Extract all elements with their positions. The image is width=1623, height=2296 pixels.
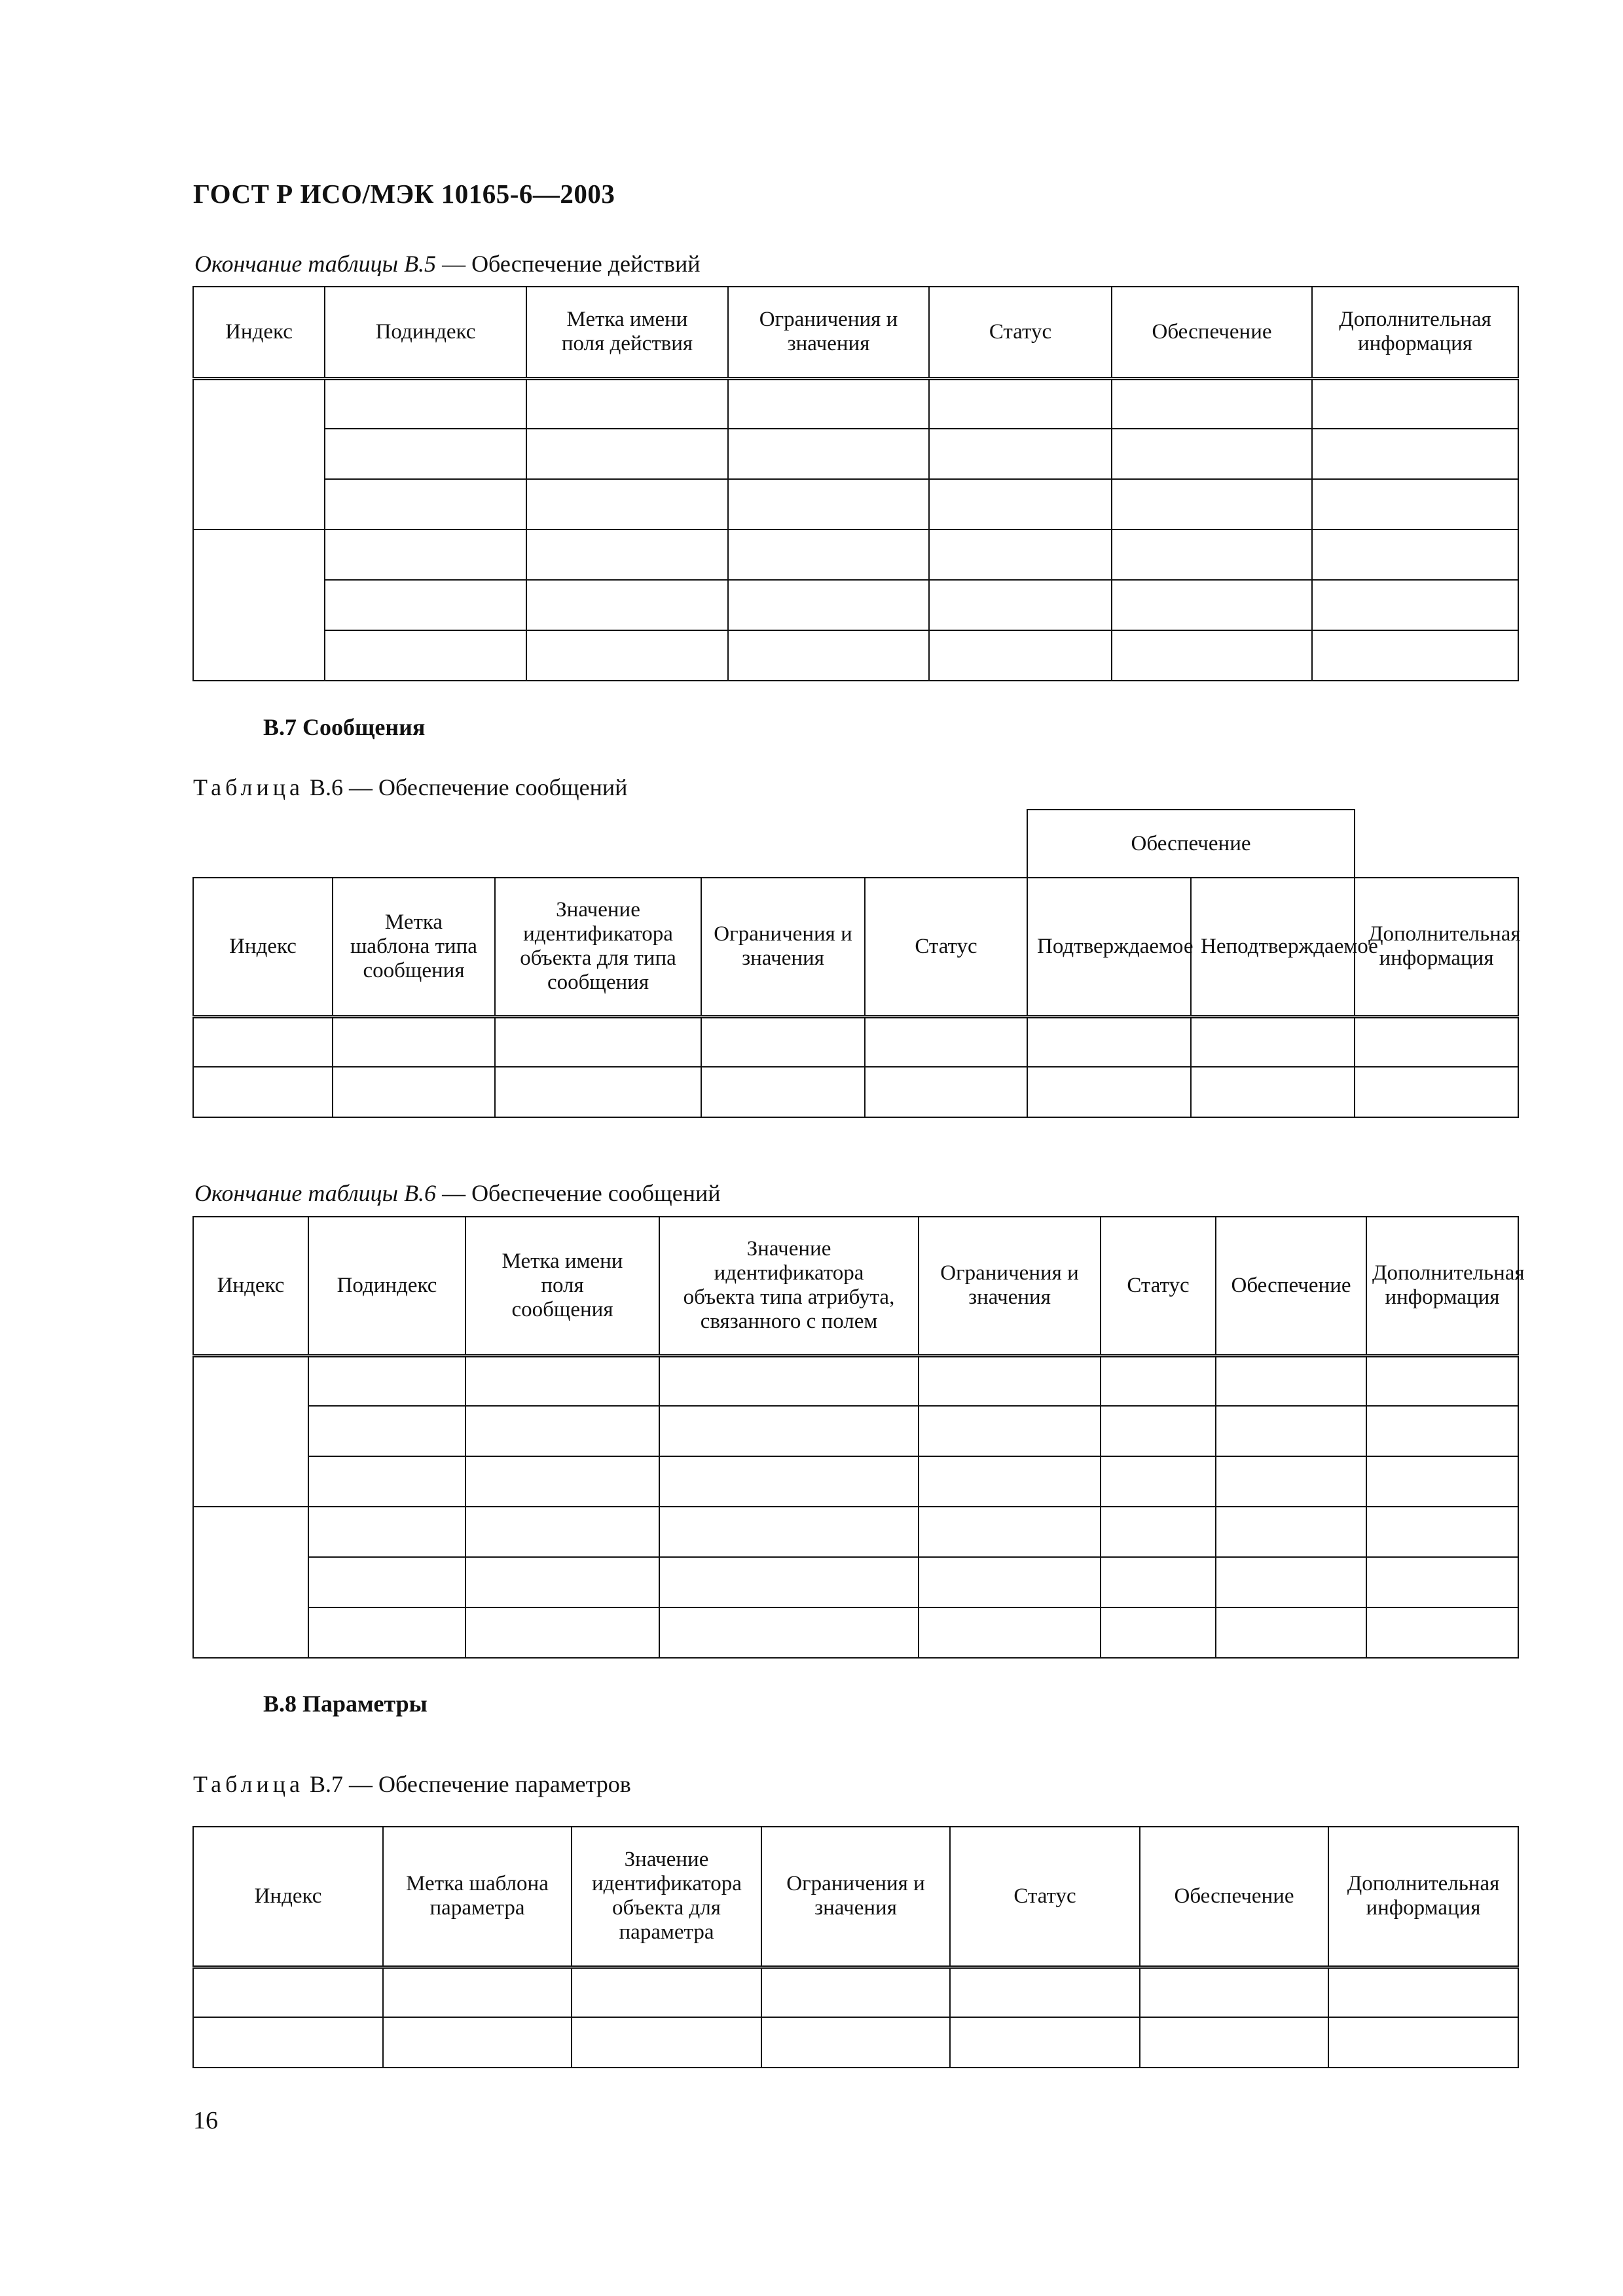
group-header: Обеспечение xyxy=(1027,810,1355,878)
col-header: Дополнительная информация xyxy=(1312,287,1518,378)
caption-rest: В.6 — Обеспечение сообщений xyxy=(303,774,628,800)
table-b6-end-caption xyxy=(194,1179,721,1207)
cell-index-group xyxy=(193,1355,308,1507)
table-row xyxy=(193,1016,1518,1067)
caption-rest: — Обеспечение действий xyxy=(436,251,701,277)
col-header: Метка имени поля действия xyxy=(526,287,728,378)
col-header: Дополнительная информация xyxy=(1328,1827,1518,1967)
table-b6-caption xyxy=(193,774,627,801)
col-header: Ограничения и значения xyxy=(919,1217,1101,1355)
col-header: Дополнительная информация xyxy=(1355,878,1518,1016)
col-header: Метка шаблона параметра xyxy=(383,1827,572,1967)
col-header: Подиндекс xyxy=(308,1217,465,1355)
table-row xyxy=(193,479,1518,529)
caption-rest: В.7 — Обеспечение параметров xyxy=(303,1771,631,1797)
col-header: Ограничения и значения xyxy=(761,1827,950,1967)
col-header: Дополнительная информация xyxy=(1366,1217,1518,1355)
col-header: Подиндекс xyxy=(325,287,526,378)
table-row xyxy=(193,1456,1518,1507)
col-header: Подтверждаемое xyxy=(1027,878,1191,1016)
col-header: Метка шаблона типа сообщения xyxy=(333,878,495,1016)
cell-index-group xyxy=(193,378,325,529)
caption-label: Таблица xyxy=(193,1771,304,1797)
table-row xyxy=(193,630,1518,681)
table-row xyxy=(193,1067,1518,1117)
table-b7 xyxy=(192,1826,1519,2068)
caption-italic: Окончание таблицы В.5 xyxy=(194,251,437,277)
page-number: 16 xyxy=(193,2107,218,2134)
table-b5-end xyxy=(192,286,1519,681)
table-row xyxy=(193,1406,1518,1456)
cell-index-group xyxy=(193,529,325,681)
table-row xyxy=(193,2017,1518,2068)
table-row xyxy=(193,529,1518,580)
col-header: Индекс xyxy=(193,878,333,1016)
col-header: Индекс xyxy=(193,1827,383,1967)
table-row xyxy=(193,378,1518,429)
cell-index-group xyxy=(193,1507,308,1658)
col-header: Обеспечение xyxy=(1216,1217,1366,1355)
col-header: Обеспечение xyxy=(1112,287,1312,378)
section-title-b8: В.8 Параметры xyxy=(263,1691,428,1717)
table-row xyxy=(193,1967,1518,2017)
table-b7-caption xyxy=(193,1770,631,1798)
col-header: Значение идентификатора объекта типа атрибута, связанного с полем xyxy=(659,1217,919,1355)
col-header: Значение идентификатора объекта для типа сообщения xyxy=(495,878,701,1016)
caption-label: Таблица xyxy=(193,774,304,800)
table-b6 xyxy=(192,809,1519,1118)
caption-italic: Окончание таблицы В.6 xyxy=(194,1180,437,1206)
table-row xyxy=(193,1557,1518,1607)
col-header: Индекс xyxy=(193,1217,308,1355)
col-header: Статус xyxy=(950,1827,1140,1967)
col-header: Статус xyxy=(929,287,1112,378)
col-header: Ограничения и значения xyxy=(728,287,929,378)
table-row xyxy=(193,429,1518,479)
col-header: Метка имени поля сообщения xyxy=(465,1217,659,1355)
table-b6-end xyxy=(192,1216,1525,1659)
col-header: Статус xyxy=(865,878,1027,1016)
col-header: Статус xyxy=(1101,1217,1216,1355)
table-row xyxy=(193,1607,1518,1658)
col-header: Ограничения и значения xyxy=(701,878,865,1016)
col-header: Неподтверждаемое xyxy=(1191,878,1355,1016)
document-header: ГОСТ Р ИСО/МЭК 10165-6—2003 xyxy=(193,179,615,209)
table-row xyxy=(193,1355,1518,1406)
caption-rest: — Обеспечение сообщений xyxy=(436,1180,721,1206)
table-b5-caption xyxy=(194,250,701,278)
section-title-b7: В.7 Сообщения xyxy=(263,714,426,740)
col-header: Значение идентификатора объекта для параметра xyxy=(572,1827,761,1967)
col-header: Индекс xyxy=(193,287,325,378)
col-header: Обеспечение xyxy=(1140,1827,1328,1967)
table-row xyxy=(193,580,1518,630)
table-row xyxy=(193,1507,1518,1557)
